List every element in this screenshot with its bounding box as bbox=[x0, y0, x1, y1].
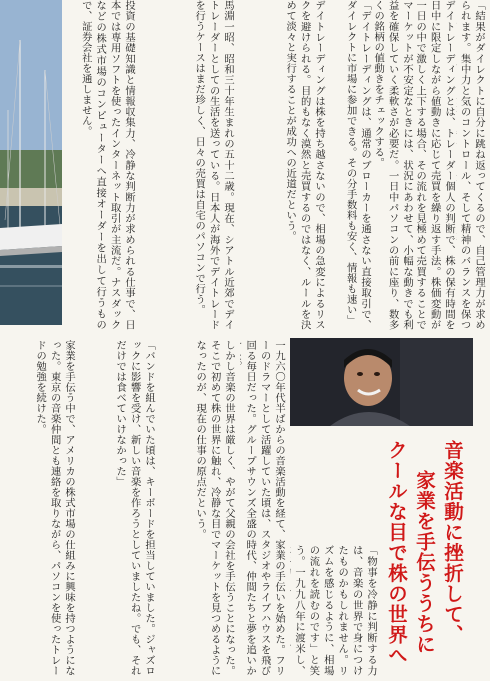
harbor-photo-drawing bbox=[0, 0, 62, 325]
article-column-4: 「デイトレーディングは、通常のブローカーを通さない直接取引で、ダイレクトに市場に参加できる。その分手数料も安く、情報も速い」 bbox=[344, 0, 371, 330]
article-column-3: マーケットが不安定なときには、状況にあわせて、小幅な動きでも利益を確保していく柔軟さが必要だ。一日中パソコンの前に座り、数多くの銘柄の値動きをチェックする。 bbox=[372, 0, 413, 330]
article-column-5: 投資の基礎知識と情報収集力、冷静な判断力が求められる仕事で、日本では専用ソフトを使ったインターネット取引が主流だ。ナスダックなどの株式市場のコンピューターへ直接オーダーを出して行うもので、証券会社を通しません。 bbox=[79, 0, 135, 330]
harbor-photo bbox=[0, 0, 62, 325]
portrait-photo bbox=[290, 338, 473, 426]
article-column-2: デイトレーディングとは、トレーダー個人の判断で、株の保有時間を日中に限定しながら値動きに応じて売買を繰り返す手法。株価変動が一日の中で激しく上下する場合、その流れを見極めて売買することで bbox=[414, 0, 455, 330]
portrait-photo-drawing bbox=[290, 338, 473, 426]
headline-line-1: 音楽活動に挫折して、 bbox=[441, 440, 464, 645]
article-column-9: しかし音楽の世界は厳しく、やがて父親の会社を手伝うことになった。そこで初めて株の世界に触れ、冷静な目でマーケットを見つめるようになったのが、現在の仕事の原点だという。 bbox=[194, 340, 235, 676]
article-column-12: 「物事を冷静に判断する力は、音楽の世界で身につけたものかもしれません。リズムを感じるように、相場の流れを読むのです」と笑う。一九九八年に渡米し、 bbox=[292, 545, 377, 676]
article-column-7: デイトレーディングは株を持ち越さないので、相場の急変によるリスクを避けられる。目的もなく漠然と売買するのではなく、ルールを決めて淡々と実行することが成功への近道だという。 bbox=[284, 0, 325, 330]
article-column-10: 「バンドを組んでいた頃は、キーボードを担当していました。ジャズロックに影響を受け、新しい音楽を作ろうとしていましたね。でも、それだけでは食べていけなかった」 bbox=[114, 340, 155, 676]
article-column-11: 家業を手伝う中で、アメリカの株式市場の仕組みに興味を持つようになった。東京の音楽仲間とも連絡を取りながら、パソコンを使ったトレードの勉強を続けた。 bbox=[34, 340, 75, 676]
article-column-1: 「結果がダイレクトに自分に跳ね返ってくるので、自己管理力が求められます。集中力と気のコントロール、そして精神のバランスを保つ bbox=[458, 0, 485, 330]
article-column-6: 馬淵一昭、昭和三十年生まれの五十二歳。現在、シアトル近郊でデイトレーダーとしての生活を送っている。日本人が海外でデイトレードを行うケースはまだ珍しく、日々の売買は自宅のパソコンで行う。 bbox=[193, 0, 234, 330]
article-column-8: 一九六〇年代半ばからの音楽活動を経て、家業の手伝いを始めた。フリーのドラマーとして活躍していた頃は、スタジオやライブハウスを飛び回る毎日だった。グループサウンズ全盛の時代、仲間たちと夢を追いか bbox=[244, 340, 285, 676]
headline-line-2: 家業を手伝ううちに bbox=[413, 470, 436, 655]
headline-line-3: クールな目で株の世界へ bbox=[385, 440, 408, 666]
